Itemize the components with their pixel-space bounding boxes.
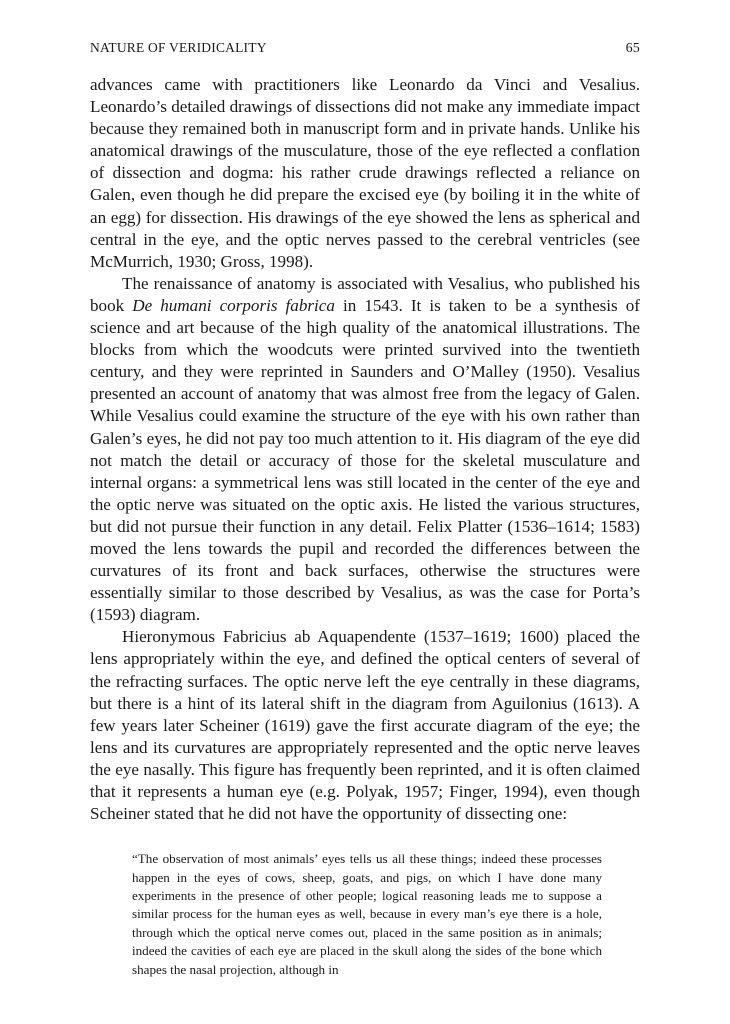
paragraph-1: advances came with practitioners like Leonardo da Vinci and Vesalius. Leonardo’s detailed drawings of dissections did not make any immediate impact because they remained both in manuscript form and in private hands. Unlike his anatomical drawings of the musculature, those of the eye reflected a conflation of dissection and dogma: his rather crude drawings reflected a reliance on Galen, even though he did prepare the excised eye (by boiling it in the white of an egg) for dissection. His drawings of the eye showed the lens as spherical and central in the eye, and the optic nerves passed to the cerebral ventricles (see McMurrich, 1930; Gross, 1998). — [90, 75, 640, 271]
block-quote-text: “The observation of most animals’ eyes tells us all these things; indeed these processes happen in the eyes of cows, sheep, goats, and pigs, on which I have done many experiments in the presence of other people; logical reasoning leads me to suppose a similar process for the human eyes as well, because in every man’s eye there is a hole, through which the optical nerve comes out, placed in the same position as in animals; indeed the cavities of each eye are placed in the skull along the sides of the bone which shapes the nasal projection, although in — [132, 851, 602, 977]
running-head-title: NATURE OF VERIDICALITY — [90, 40, 267, 55]
book-title-italic: De humani corporis fabrica — [132, 295, 335, 315]
paragraph-2-rest: in 1543. It is taken to be a synthesis of science and art because of the high quality of the anatomical illustrations. The blocks from which the woodcuts were printed survived into the twentieth century, and they were reprinted in Saunders and O’Malley (1950). Vesalius presented an account of anatomy that was almost free from the legacy of Galen. While Vesalius could examine the structure of the eye with his own rather than Galen’s eyes, he did not pay too much attention to it. His diagram of the eye did not match the detail or accuracy of those for the skeletal musculature and internal organs: a symmetrical lens was still located in the center of the eye and the optic nerve was situated on the optic axis. He listed the various structures, but did not pursue their function in any detail. Felix Platter (1536–1614; 1583) moved the lens towards the pupil and recorded the differences between the curvatures of its front and back surfaces, otherwise the structures were essentially similar to those described by Vesalius, as was the case for Porta’s (1593) diagram. — [90, 295, 640, 625]
page-number: 65 — [625, 41, 640, 56]
paragraph-2 — [90, 273, 640, 627]
body-text — [90, 74, 640, 825]
paragraph-3: Hieronymous Fabricius ab Aquapendente (1537–1619; 1600) placed the lens appropriately within the eye, and defined the optical centers of several of the refracting surfaces. The optic nerve left the eye centrally in these diagrams, but there is a hint of its lateral shift in the diagram from Aguilonius (1613). A few years later Scheiner (1619) gave the first accurate diagram of the eye; the lens and its curvatures are appropriately represented and the optic nerve leaves the eye nasally. This figure has frequently been reprinted, and it is often claimed that it represents a human eye (e.g. Polyak, 1957; Finger, 1994), even though Scheiner stated that he did not have the opportunity of dissecting one: — [90, 627, 640, 824]
paragraph-2-lead: The renaissance of anatomy is associated with Vesalius, who published his book — [90, 273, 640, 315]
block-quote — [132, 850, 602, 979]
running-head — [90, 40, 640, 57]
book-page — [90, 40, 640, 979]
